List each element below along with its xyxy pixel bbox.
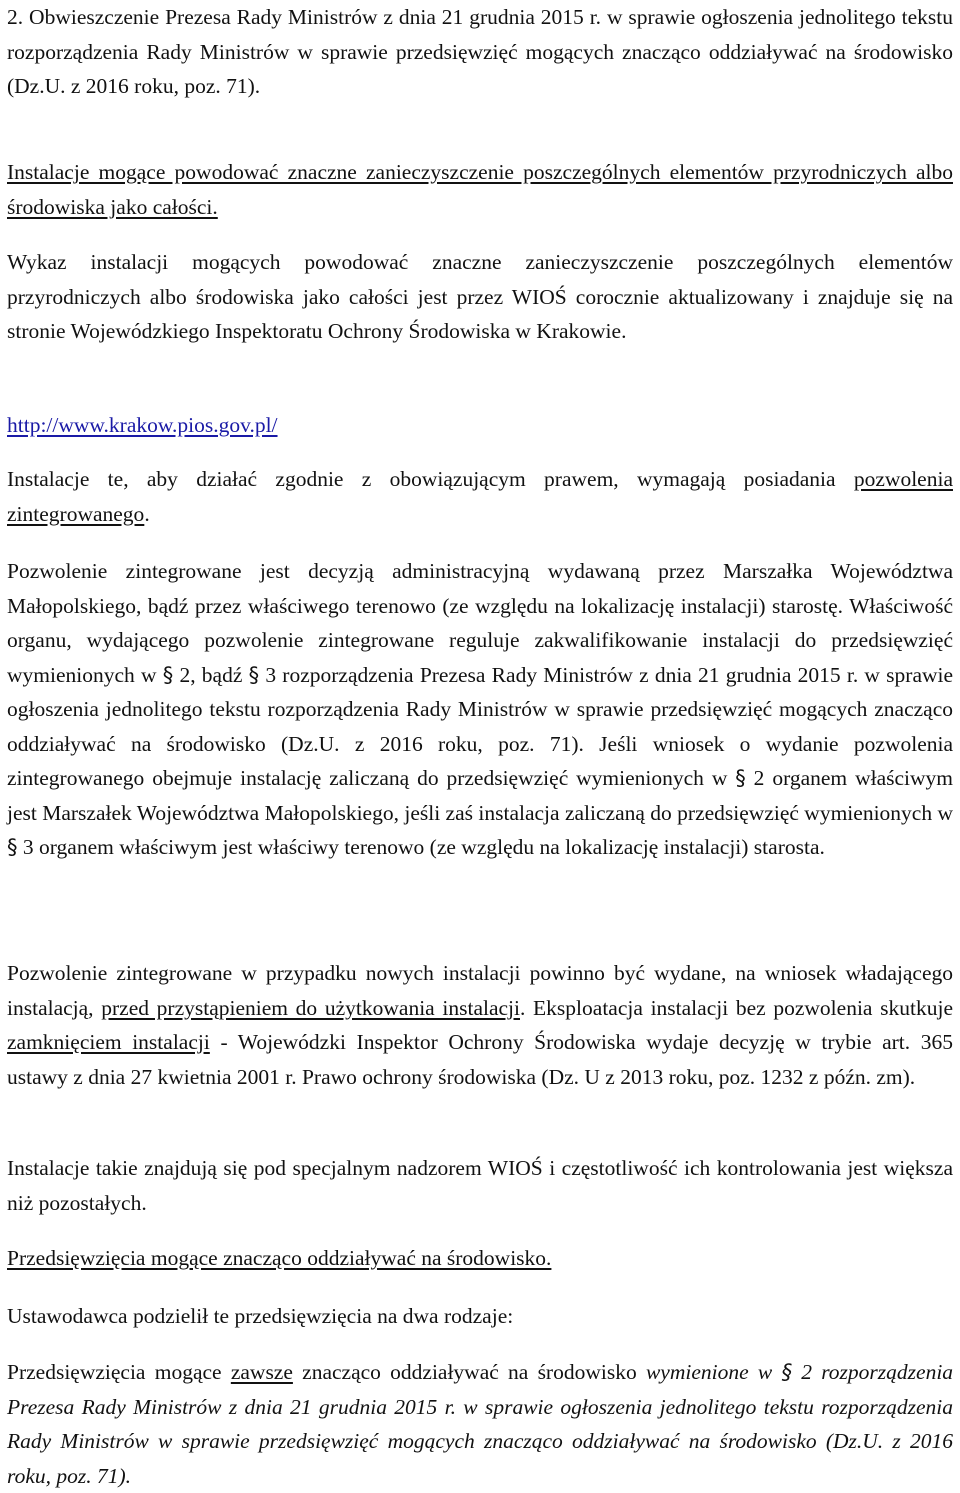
new-installations-text-1: Pozwolenie zintegrowane w przypadku nowych instalacji powinno być wydane, na wniosek władającego instalacją, [7,961,953,1020]
always-text-1: Przedsięwzięcia mogące [7,1360,222,1384]
heading-installations: Instalacje mogące powodować znaczne zanieczyszczenie poszczególnych elementów przyrodniczych albo środowiska jako całości. [7,160,953,219]
section-sign: § [7,835,18,859]
section-sign: § [781,1360,792,1384]
integrated-text: Instalacje te, aby działać zgodnie z obowiązującym prawem, wymagają posiadania [7,467,836,491]
paragraph-two-types: Ustawodawca podzielił te przedsięwzięcia na dwa rodzaje: [7,1304,514,1328]
section-sign: § [735,766,746,790]
list-number: 2. [7,5,24,29]
section-sign: § [248,662,260,687]
pozwolenie-text-5: 3 organem właściwym jest właściwy terenowo (ze względu na lokalizację instalacji) starosta. [22,835,825,859]
always-term: zawsze [230,1360,293,1384]
heading-projects: Przedsięwzięcia mogące znacząco oddziaływać na środowisko. [7,1246,552,1270]
paragraph-integrated-permit [7,462,953,531]
pozwolenie-text-1: Pozwolenie zintegrowane jest decyzją administracyjną wydawaną przez Marszałka Województwa Małopolskiego, bądź przez właściwego terenowo (ze względu na lokalizację instalacji) starostę. Właściwość organu, wydającego pozwolenie zintegrowane reguluje zakwalifikowanie instalacji do przedsięwzięć wymienionych w [7,559,953,687]
paragraph-supervision: Instalacje takie znajdują się pod specjalnym nadzorem WIOŚ i częstotliwość ich kontrolowania jest większa niż pozostałych. [7,1156,953,1215]
paragraph-always [7,1355,953,1493]
closure-term: zamknięciem instalacji [7,1030,210,1054]
pozwolenie-text-4: 2 organem właściwym jest Marszałek Województwa Małopolskiego, jeśli zaś instalacja zaliczaną do przedsięwzięć wymienionych w [7,766,953,825]
link-paragraph [7,408,953,443]
paragraph-wykaz: Wykaz instalacji mogących powodować znaczne zanieczyszczenie poszczególnych elementów przyrodniczych albo środowiska jako całości jest przez WIOŚ corocznie aktualizowany i znajduje się na stronie Wojewódzkiego Inspektoratu Ochrony Środowiska w Krakowie. [7,250,953,343]
new-installations-text-3: - Wojewódzki Inspektor Ochrony Środowiska wydaje decyzję w trybie art. 365 ustawy z dnia 27 kwietnia 2001 r. Prawo ochrony środowiska (Dz. U z 2013 roku, poz. 1232 z późn. zm). [7,1030,953,1089]
wios-link[interactable]: http://www.krakow.pios.gov.pl/ [7,413,278,437]
before-use-term: przed przystąpieniem do użytkowania instalacji [101,995,520,1020]
always-italic-1: wymienione w [645,1360,773,1384]
list-item-2 [7,0,953,104]
always-text-2: znacząco oddziaływać na środowisko [302,1360,637,1384]
paragraph-pozwolenie [7,554,953,865]
list-item-text: Obwieszczenie Prezesa Rady Ministrów z dnia 21 grudnia 2015 r. w sprawie ogłoszenia jednolitego tekstu rozporządzenia Rady Ministrów w sprawie przedsięwzięć mogących znacząco oddziaływać na środowisko (Dz.U. z 2016 roku, poz. 71). [7,5,953,98]
pozwolenie-text-2: 2, bądź [179,662,243,687]
integrated-tail: . [144,501,150,526]
always-italic-2: 2 rozporządzenia Prezesa Rady Ministrów z dnia 21 grudnia 2015 r. w sprawie ogłoszenia jednolitego tekstu rozporządzenia Rady Ministrów w sprawie przedsięwzięć mogących znacząco oddziaływać na środowisko (Dz.U. z 2016 roku, poz. 71). [7,1360,954,1488]
paragraph-new-installations [7,956,953,1094]
section-sign: § [162,662,174,687]
pozwolenie-text-3: 3 rozporządzenia Prezesa Rady Ministrów z dnia 21 grudnia 2015 r. w sprawie ogłoszenia jednolitego tekstu rozporządzenia Rady Ministrów w sprawie przedsięwzięć mogących znacząco oddziaływać na środowisko (Dz.U. z 2016 roku, poz. 71). Jeśli wniosek o wydanie pozwolenia zintegrowanego obejmuje instalację zaliczaną do przedsięwzięć wymienionych w [7,662,954,790]
new-installations-text-2: . Eksploatacja instalacji bez pozwolenia skutkuje [520,995,953,1020]
integrated-permit-term: pozwolenia zintegrowanego [7,467,953,526]
